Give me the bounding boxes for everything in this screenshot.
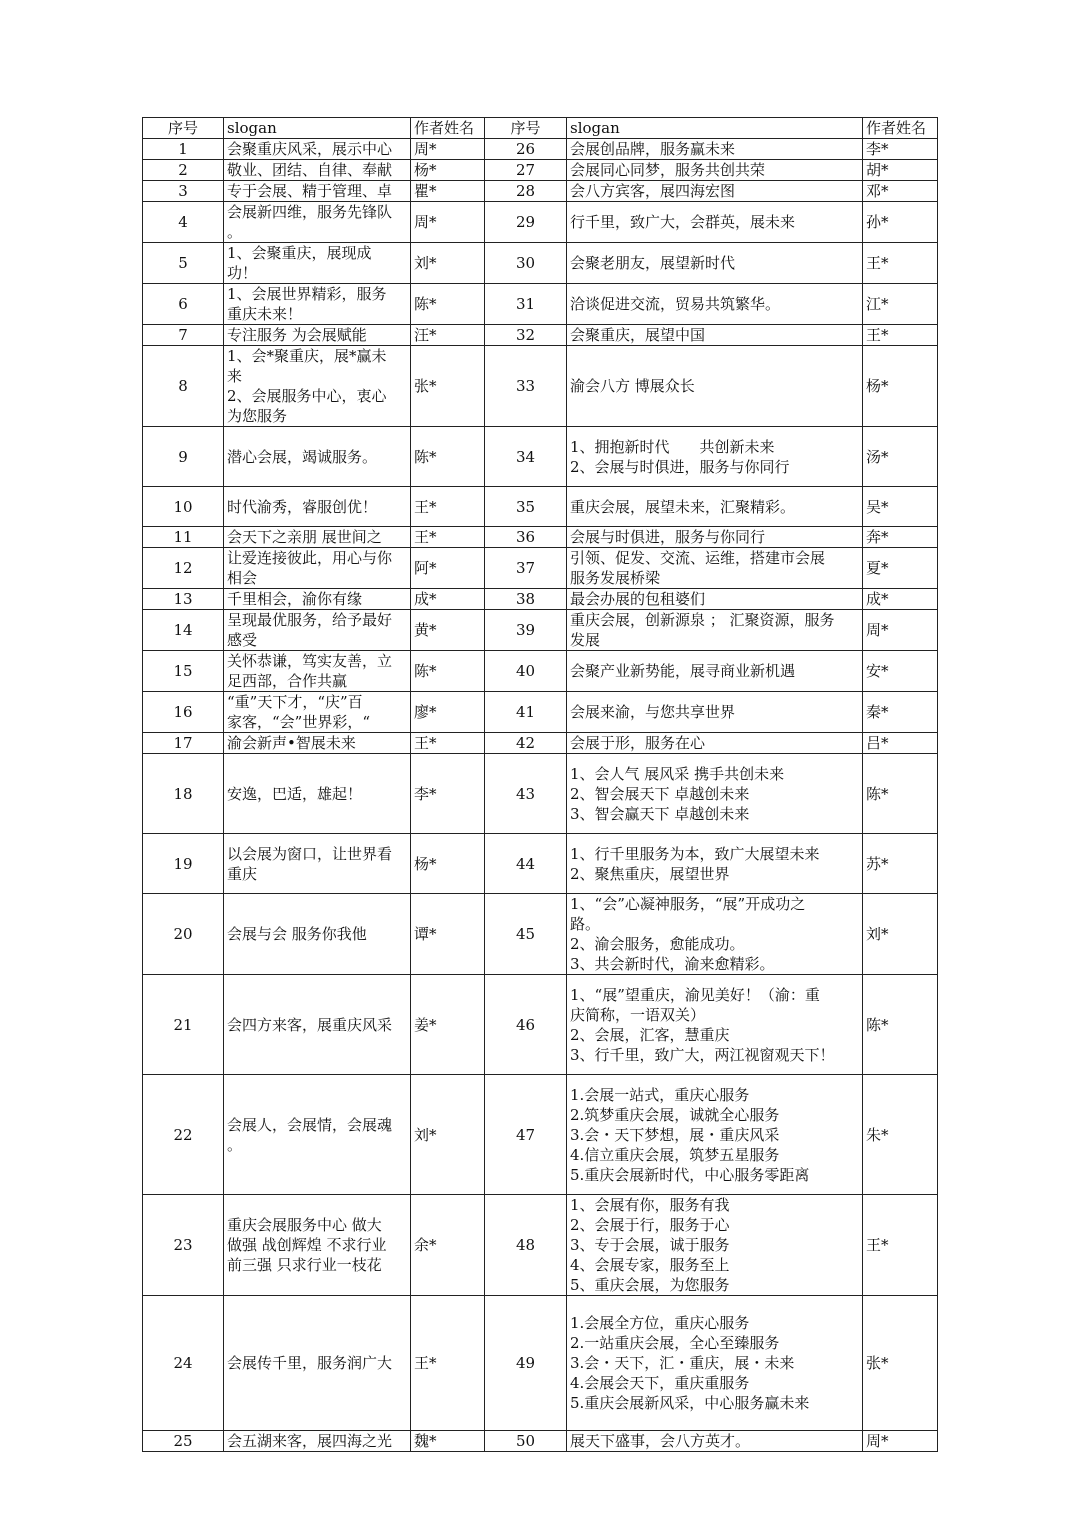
- table-row: [143, 651, 938, 692]
- header-row: [143, 118, 938, 139]
- slogan-cell-left: 关怀恭谦，笃实友善，立 足西部，合作共赢: [224, 651, 411, 692]
- author-cell-left: 周*: [411, 202, 485, 243]
- slogan-cell-left: 会展人，会展情，会展魂 。: [224, 1075, 411, 1195]
- author-cell-left: 刘*: [411, 243, 485, 284]
- author-cell-right: 安*: [863, 651, 938, 692]
- slogan-cell-left: 会五湖来客，展四海之光: [224, 1431, 411, 1452]
- row-number-left: 6: [143, 284, 224, 325]
- row-number-right: 35: [485, 487, 567, 527]
- table-row: [143, 284, 938, 325]
- author-cell-right: 陈*: [863, 975, 938, 1075]
- row-number-right: 34: [485, 427, 567, 487]
- slogan-cell-right: 重庆会展，展望未来，汇聚精彩。: [567, 487, 863, 527]
- author-cell-right: 苏*: [863, 834, 938, 894]
- slogan-table: [142, 117, 938, 1452]
- row-number-right: 50: [485, 1431, 567, 1452]
- slogan-cell-left: 1、会*聚重庆，展*赢未 来 2、会展服务中心，衷心 为您服务: [224, 346, 411, 427]
- row-number-right: 32: [485, 325, 567, 346]
- row-number-right: 33: [485, 346, 567, 427]
- slogan-cell-left: 时代渝秀，睿服创优！: [224, 487, 411, 527]
- slogan-cell-right: 引领、促发、交流、运维，搭建市会展 服务发展桥梁: [567, 548, 863, 589]
- row-number-left: 11: [143, 527, 224, 548]
- table-row: [143, 346, 938, 427]
- slogan-cell-right: 会聚重庆，展望中国: [567, 325, 863, 346]
- table-row: [143, 548, 938, 589]
- table-row: [143, 202, 938, 243]
- author-cell-right: 王*: [863, 325, 938, 346]
- slogan-cell-left: 潜心会展，竭诚服务。: [224, 427, 411, 487]
- table-row: [143, 894, 938, 975]
- author-cell-left: 李*: [411, 754, 485, 834]
- row-number-right: 42: [485, 733, 567, 754]
- author-cell-left: 刘*: [411, 1075, 485, 1195]
- author-cell-right: 周*: [863, 610, 938, 651]
- slogan-cell-left: 让爱连接彼此，用心与你 相会: [224, 548, 411, 589]
- slogan-cell-right: 1.会展一站式，重庆心服务 2.筑梦重庆会展，诚就全心服务 3.会・天下梦想，展・重庆风采 4.信立重庆会展，筑梦五星服务 5.重庆会展新时代，中心服务零距离: [567, 1075, 863, 1195]
- author-cell-left: 张*: [411, 346, 485, 427]
- table-row: [143, 139, 938, 160]
- row-number-right: 40: [485, 651, 567, 692]
- slogan-cell-right: 1、“会”心凝神服务，“展”开成功之 路。 2、渝会服务，愈能成功。 3、共会新时代，渝来愈精彩。: [567, 894, 863, 975]
- slogan-cell-left: 渝会新声•智展未来: [224, 733, 411, 754]
- slogan-cell-right: 会八方宾客，展四海宏图: [567, 181, 863, 202]
- header-slogan-right: slogan: [567, 118, 863, 139]
- author-cell-left: 余*: [411, 1195, 485, 1296]
- slogan-cell-left: 会聚重庆风采，展示中心: [224, 139, 411, 160]
- author-cell-left: 魏*: [411, 1431, 485, 1452]
- author-cell-left: 廖*: [411, 692, 485, 733]
- table-row: [143, 1075, 938, 1195]
- table-row: [143, 181, 938, 202]
- author-cell-left: 王*: [411, 1296, 485, 1431]
- author-cell-right: 杨*: [863, 346, 938, 427]
- table-row: [143, 589, 938, 610]
- author-cell-right: 王*: [863, 1195, 938, 1296]
- slogan-cell-right: 重庆会展，创新源泉 ； 汇聚资源，服务 发展: [567, 610, 863, 651]
- slogan-cell-left: 专注服务 为会展赋能: [224, 325, 411, 346]
- slogan-cell-left: 会展传千里，服务润广大: [224, 1296, 411, 1431]
- row-number-left: 12: [143, 548, 224, 589]
- row-number-left: 14: [143, 610, 224, 651]
- slogan-cell-right: 1.会展全方位，重庆心服务 2.一站重庆会展，全心至臻服务 3.会・天下，汇・重庆，展・未来 4.会展会天下，重庆重服务 5.重庆会展新风采，中心服务赢未来: [567, 1296, 863, 1431]
- slogan-cell-left: 会展新四维，服务先锋队 。: [224, 202, 411, 243]
- slogan-cell-left: “重”天下才，“庆”百 家客，“会”世界彩，“: [224, 692, 411, 733]
- author-cell-right: 朱*: [863, 1075, 938, 1195]
- row-number-left: 1: [143, 139, 224, 160]
- author-cell-right: 王*: [863, 243, 938, 284]
- table-row: [143, 160, 938, 181]
- slogan-cell-right: 1、会展有你，服务有我 2、会展于行，服务于心 3、专于会展，诚于服务 4、会展专家，服务至上 5、重庆会展，为您服务: [567, 1195, 863, 1296]
- author-cell-left: 杨*: [411, 834, 485, 894]
- row-number-left: 16: [143, 692, 224, 733]
- table-body: [143, 139, 938, 1452]
- table-row: [143, 527, 938, 548]
- row-number-left: 21: [143, 975, 224, 1075]
- row-number-left: 10: [143, 487, 224, 527]
- slogan-cell-left: 1、会展世界精彩，服务 重庆未来！: [224, 284, 411, 325]
- slogan-cell-left: 会天下之亲朋 展世间之: [224, 527, 411, 548]
- slogan-cell-right: 展天下盛事，会八方英才。: [567, 1431, 863, 1452]
- author-cell-right: 江*: [863, 284, 938, 325]
- author-cell-right: 周*: [863, 1431, 938, 1452]
- author-cell-right: 奔*: [863, 527, 938, 548]
- row-number-left: 13: [143, 589, 224, 610]
- author-cell-left: 阿*: [411, 548, 485, 589]
- author-cell-left: 黄*: [411, 610, 485, 651]
- row-number-right: 36: [485, 527, 567, 548]
- slogan-cell-right: 会展于形，服务在心: [567, 733, 863, 754]
- row-number-right: 44: [485, 834, 567, 894]
- slogan-cell-right: 1、行千里服务为本，致广大展望未来 2、聚焦重庆，展望世界: [567, 834, 863, 894]
- author-cell-right: 胡*: [863, 160, 938, 181]
- table-row: [143, 975, 938, 1075]
- slogan-cell-right: 会展来渝，与您共享世界: [567, 692, 863, 733]
- slogan-cell-left: 1、会聚重庆，展现成 功！: [224, 243, 411, 284]
- table-row: [143, 1296, 938, 1431]
- row-number-right: 26: [485, 139, 567, 160]
- row-number-left: 7: [143, 325, 224, 346]
- table-row: [143, 427, 938, 487]
- slogan-cell-right: 1、“展”望重庆，渝见美好！（渝：重 庆简称，一语双关） 2、会展，汇客，慧重庆 3、行千里，致广大，两江视窗观天下！: [567, 975, 863, 1075]
- author-cell-left: 瞿*: [411, 181, 485, 202]
- row-number-left: 5: [143, 243, 224, 284]
- row-number-right: 48: [485, 1195, 567, 1296]
- author-cell-right: 汤*: [863, 427, 938, 487]
- row-number-left: 2: [143, 160, 224, 181]
- slogan-cell-left: 会展与会 服务你我他: [224, 894, 411, 975]
- header-no-left: 序号: [143, 118, 224, 139]
- author-cell-right: 邓*: [863, 181, 938, 202]
- row-number-right: 38: [485, 589, 567, 610]
- table-row: [143, 243, 938, 284]
- author-cell-left: 王*: [411, 733, 485, 754]
- row-number-right: 30: [485, 243, 567, 284]
- table-row: [143, 1431, 938, 1452]
- slogan-cell-right: 会聚产业新势能，展寻商业新机遇: [567, 651, 863, 692]
- row-number-left: 22: [143, 1075, 224, 1195]
- author-cell-right: 李*: [863, 139, 938, 160]
- slogan-cell-right: 最会办展的包租婆们: [567, 589, 863, 610]
- author-cell-left: 周*: [411, 139, 485, 160]
- author-cell-right: 秦*: [863, 692, 938, 733]
- row-number-left: 15: [143, 651, 224, 692]
- row-number-right: 31: [485, 284, 567, 325]
- row-number-right: 49: [485, 1296, 567, 1431]
- table-row: [143, 610, 938, 651]
- slogan-cell-left: 千里相会，渝你有缘: [224, 589, 411, 610]
- slogan-cell-left: 专于会展、精于管理、卓: [224, 181, 411, 202]
- header-author-right: 作者姓名: [863, 118, 938, 139]
- author-cell-right: 张*: [863, 1296, 938, 1431]
- author-cell-left: 王*: [411, 487, 485, 527]
- row-number-left: 3: [143, 181, 224, 202]
- row-number-left: 9: [143, 427, 224, 487]
- table-row: [143, 487, 938, 527]
- author-cell-left: 陈*: [411, 284, 485, 325]
- author-cell-left: 谭*: [411, 894, 485, 975]
- slogan-cell-left: 重庆会展服务中心 做大 做强 战创辉煌 不求行业 前三强 只求行业一枝花: [224, 1195, 411, 1296]
- table-row: [143, 733, 938, 754]
- row-number-left: 18: [143, 754, 224, 834]
- header-no-right: 序号: [485, 118, 567, 139]
- slogan-cell-right: 会展与时俱进，服务与你同行: [567, 527, 863, 548]
- author-cell-left: 汪*: [411, 325, 485, 346]
- slogan-cell-left: 呈现最优服务，给予最好 感受: [224, 610, 411, 651]
- slogan-cell-left: 以会展为窗口，让世界看 重庆: [224, 834, 411, 894]
- row-number-left: 20: [143, 894, 224, 975]
- author-cell-right: 夏*: [863, 548, 938, 589]
- row-number-right: 28: [485, 181, 567, 202]
- author-cell-left: 陈*: [411, 651, 485, 692]
- row-number-right: 37: [485, 548, 567, 589]
- row-number-right: 46: [485, 975, 567, 1075]
- row-number-right: 47: [485, 1075, 567, 1195]
- author-cell-right: 吴*: [863, 487, 938, 527]
- row-number-right: 29: [485, 202, 567, 243]
- slogan-cell-right: 会展创品牌，服务赢未来: [567, 139, 863, 160]
- row-number-left: 23: [143, 1195, 224, 1296]
- slogan-cell-right: 会聚老朋友，展望新时代: [567, 243, 863, 284]
- row-number-right: 43: [485, 754, 567, 834]
- header-slogan-left: slogan: [224, 118, 411, 139]
- row-number-left: 24: [143, 1296, 224, 1431]
- header-author-left: 作者姓名: [411, 118, 485, 139]
- author-cell-left: 成*: [411, 589, 485, 610]
- row-number-left: 4: [143, 202, 224, 243]
- author-cell-right: 陈*: [863, 754, 938, 834]
- row-number-right: 41: [485, 692, 567, 733]
- author-cell-left: 王*: [411, 527, 485, 548]
- row-number-left: 19: [143, 834, 224, 894]
- slogan-cell-right: 渝会八方 博展众长: [567, 346, 863, 427]
- slogan-cell-left: 安逸，巴适，雄起！: [224, 754, 411, 834]
- table-row: [143, 692, 938, 733]
- slogan-cell-right: 会展同心同梦，服务共创共荣: [567, 160, 863, 181]
- slogan-cell-left: 会四方来客，展重庆风采: [224, 975, 411, 1075]
- slogan-cell-left: 敬业、团结、自律、奉献: [224, 160, 411, 181]
- slogan-cell-right: 行千里，致广大，会群英，展未来: [567, 202, 863, 243]
- slogan-cell-right: 1、会人气 展风采 携手共创未来 2、智会展天下 卓越创未来 3、智会赢天下 卓越创未来: [567, 754, 863, 834]
- row-number-left: 25: [143, 1431, 224, 1452]
- slogan-cell-right: 洽谈促进交流，贸易共筑繁华。: [567, 284, 863, 325]
- author-cell-left: 杨*: [411, 160, 485, 181]
- author-cell-right: 刘*: [863, 894, 938, 975]
- slogan-cell-right: 1、拥抱新时代 共创新未来 2、会展与时俱进，服务与你同行: [567, 427, 863, 487]
- author-cell-left: 姜*: [411, 975, 485, 1075]
- table-row: [143, 325, 938, 346]
- author-cell-right: 吕*: [863, 733, 938, 754]
- author-cell-right: 孙*: [863, 202, 938, 243]
- author-cell-right: 成*: [863, 589, 938, 610]
- row-number-right: 39: [485, 610, 567, 651]
- row-number-right: 45: [485, 894, 567, 975]
- table-row: [143, 1195, 938, 1296]
- row-number-right: 27: [485, 160, 567, 181]
- row-number-left: 17: [143, 733, 224, 754]
- table-row: [143, 754, 938, 834]
- author-cell-left: 陈*: [411, 427, 485, 487]
- table-row: [143, 834, 938, 894]
- row-number-left: 8: [143, 346, 224, 427]
